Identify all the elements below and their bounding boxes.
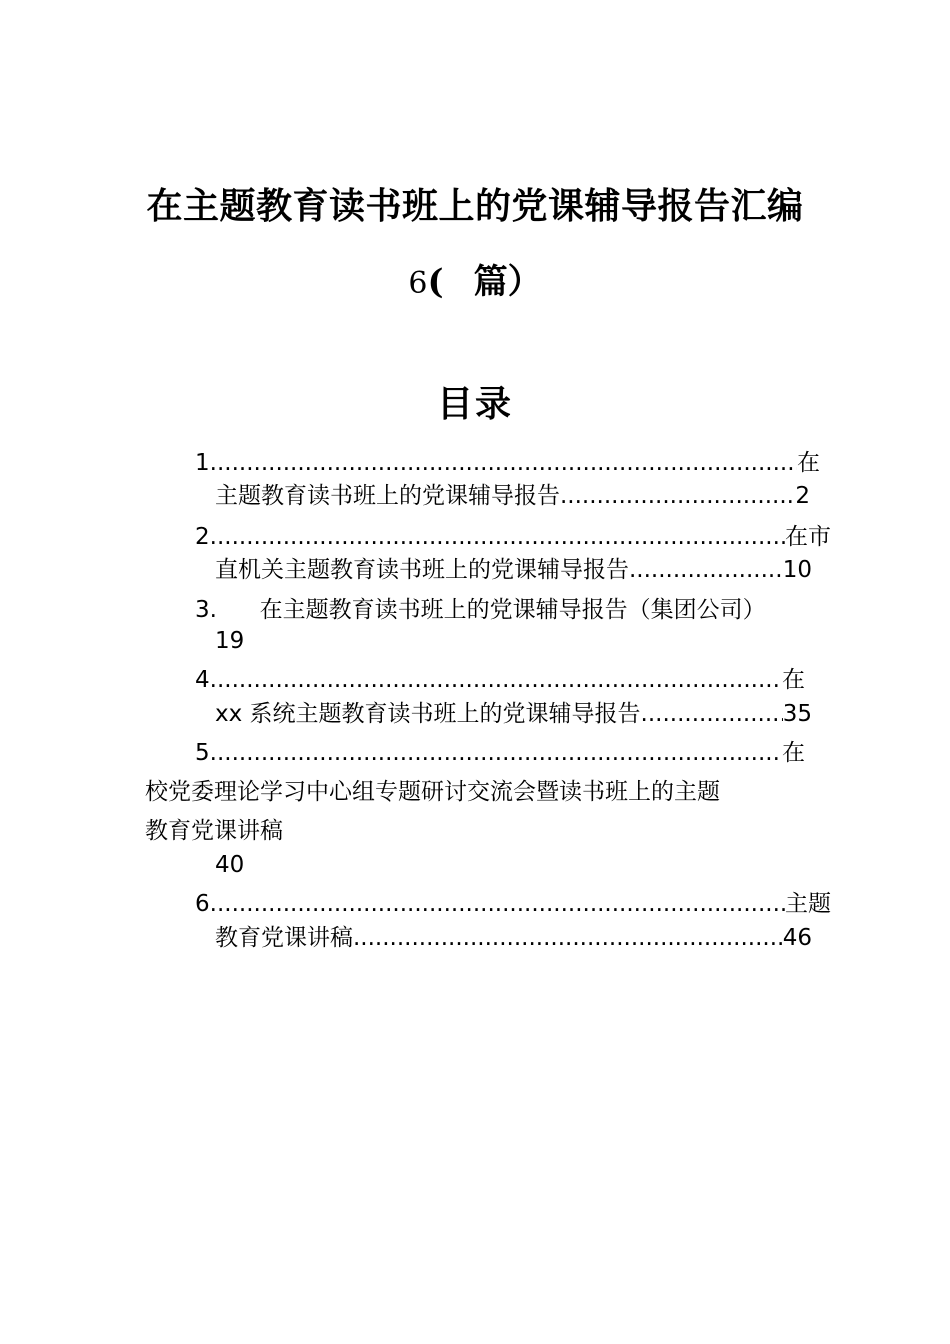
- subtitle-word: 篇: [473, 262, 508, 302]
- dot-leader: [210, 665, 782, 695]
- dot-leader: [560, 481, 795, 511]
- toc-entry-title: 教育党课讲稿: [215, 925, 353, 951]
- toc-entry-title-start: 在: [782, 740, 805, 766]
- document-title: 在主题教育读书班上的党课辅导报告汇编: [146, 185, 804, 227]
- toc-entry-number: 5: [195, 740, 210, 766]
- dot-leader: [210, 889, 785, 919]
- toc-entry-6-line2[interactable]: [215, 923, 812, 953]
- toc-entry-title: 直机关主题教育读书班上的党课辅导报告: [215, 557, 629, 583]
- toc-entry-title-start: 主题: [785, 891, 831, 917]
- toc-entry-3-line1[interactable]: [195, 595, 766, 625]
- toc-entry-4-line2[interactable]: [215, 699, 812, 729]
- toc-entry-number: 2: [195, 524, 210, 550]
- toc-entry-4-line1[interactable]: [195, 665, 805, 695]
- toc-entry-5-line2[interactable]: 校党委理论学习中心组专题研讨交流会暨读书班上的主题: [145, 779, 720, 805]
- toc-entry-number: 1: [195, 450, 210, 476]
- dot-leader: [210, 522, 785, 552]
- toc-entry-title-start: 在: [782, 667, 805, 693]
- subtitle-open-paren: (: [427, 262, 444, 302]
- subtitle-number: 6: [408, 266, 428, 301]
- toc-entry-1-line2[interactable]: [215, 481, 810, 511]
- toc-entry-number: 3.: [195, 597, 217, 623]
- toc-entry-2-line2[interactable]: [215, 555, 812, 585]
- toc-entry-title: 在主题教育读书班上的党课辅导报告（集团公司）: [259, 597, 766, 623]
- toc-entry-page: 46: [782, 925, 812, 951]
- dot-leader: [210, 738, 782, 768]
- toc-entry-page: 10: [782, 557, 812, 583]
- toc-entry-title: xx 系统主题教育读书班上的党课辅导报告: [215, 701, 641, 727]
- toc-entry-title: 主题教育读书班上的党课辅导报告: [215, 483, 560, 509]
- toc-heading: 目录: [436, 383, 513, 425]
- subtitle-close-paren: ）: [507, 262, 542, 302]
- toc-entry-page[interactable]: 19: [215, 628, 245, 654]
- dot-leader: [210, 448, 797, 478]
- toc-entry-page: 35: [782, 701, 812, 727]
- toc-entry-2-line1[interactable]: [195, 522, 831, 552]
- toc-entry-page: 2: [795, 483, 810, 509]
- toc-entry-1-line1[interactable]: [195, 448, 820, 478]
- dot-leader: [641, 699, 783, 729]
- toc-entry-5-line1[interactable]: [195, 738, 805, 768]
- toc-entry-number: 4: [195, 667, 210, 693]
- toc-entry-page[interactable]: 40: [215, 852, 245, 878]
- dot-leader: [353, 923, 783, 953]
- toc-entry-6-line1[interactable]: [195, 889, 831, 919]
- toc-entry-number: 6: [195, 891, 210, 917]
- document-subtitle: [0, 254, 950, 303]
- toc-entry-title-start: 在市: [785, 524, 831, 550]
- toc-entry-5-line3[interactable]: 教育党课讲稿: [145, 818, 283, 844]
- dot-leader: [629, 555, 783, 585]
- toc-entry-title-start: 在: [797, 450, 820, 476]
